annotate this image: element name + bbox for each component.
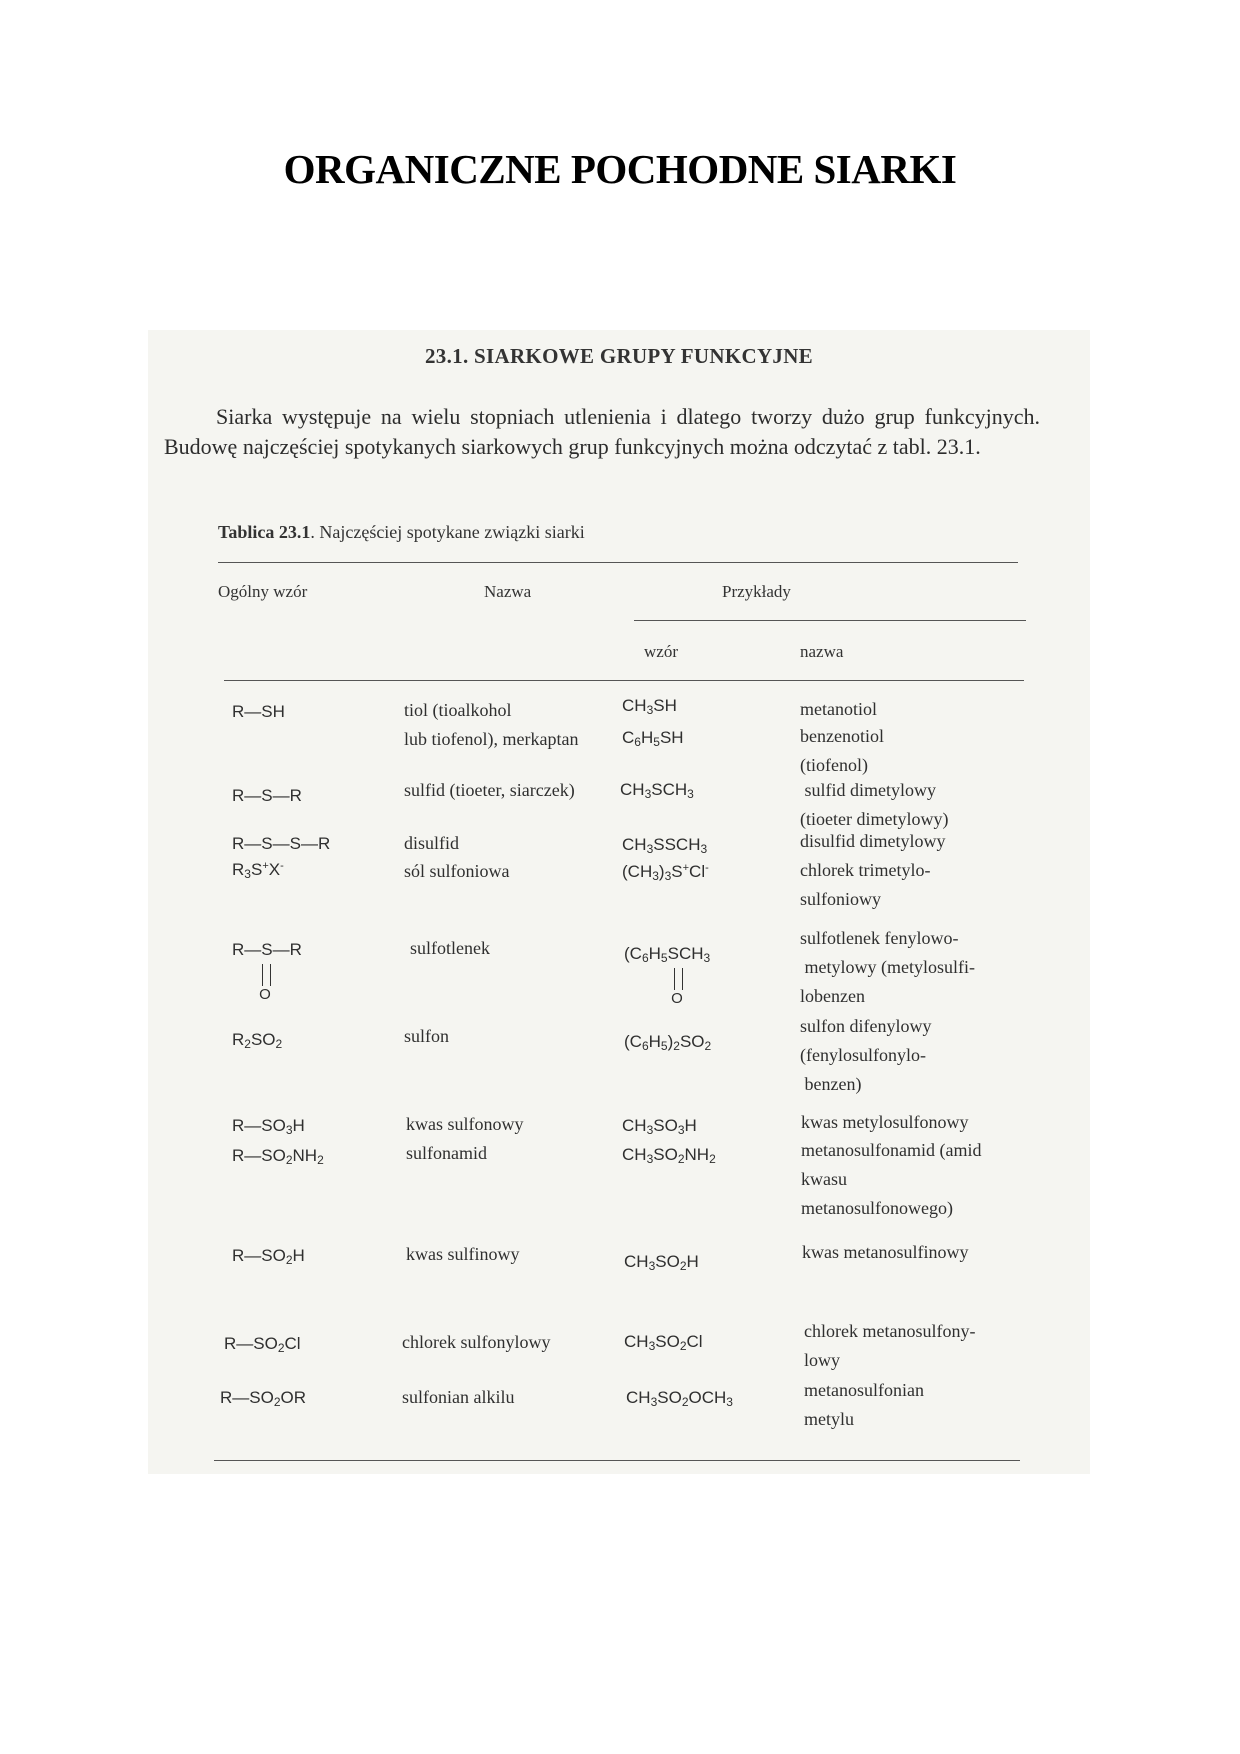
row-sulfoxide-ex-double-bond — [674, 968, 683, 990]
row-sulfonyl-chloride-name: chlorek sulfonylowy — [402, 1332, 551, 1352]
row-sulfoxide-general: R—S—R — [232, 940, 302, 959]
row-alkyl-sulfonate-name: sulfonian alkilu — [402, 1387, 515, 1407]
row-sulfonic-acid-name: kwas sulfonowy — [406, 1114, 524, 1134]
row-sulfoxide-ex-oxygen: O — [671, 990, 683, 1007]
row-sulfide-general: R—S—R — [232, 786, 302, 805]
row-sulfoxide-oxygen: O — [259, 986, 271, 1003]
examples-header-rule — [634, 620, 1026, 621]
row-sulfoxide-ex-name: sulfotlenek fenylowo- metylowy (metylosulfi- lobenzen — [800, 928, 975, 1006]
row-sulfonamide-name: sulfonamid — [406, 1143, 487, 1163]
row-sulfide-ex-name: sulfid dimetylowy (tioeter dimetylowy) — [800, 780, 949, 829]
row-thiol-ex2-name: benzenotiol (tiofenol) — [800, 726, 884, 775]
row-thiol-ex1-name: metanotiol — [800, 699, 877, 719]
header-name: Nazwa — [484, 582, 532, 601]
row-sulfonium-ex-formula: $(CH_3)_3S^+Cl^-$ — [622, 862, 709, 883]
row-sulfonyl-chloride-ex-name: chlorek metanosulfony- lowy — [804, 1321, 976, 1370]
row-sulfonamide-general: $R—SO_2NH_2$ — [232, 1146, 324, 1167]
table-caption-text: . Najczęściej spotykane związki siarki — [310, 522, 585, 542]
row-alkyl-sulfonate-ex-formula: $CH_3SO_2OCH_3$ — [626, 1388, 733, 1409]
row-sulfoxide-ex-formula: ($C_6H_5SCH_3$ — [624, 944, 711, 965]
row-sulfonyl-chloride-general: $R—SO_2Cl$ — [224, 1334, 301, 1355]
row-disulfide-name: disulfid — [404, 833, 460, 853]
table-header-rule — [224, 680, 1024, 681]
row-sulfone-name: sulfon — [404, 1026, 449, 1046]
row-sulfinic-acid-general: $R—SO_2H$ — [232, 1246, 305, 1267]
header-general-formula: Ogólny wzór — [218, 582, 308, 601]
table-caption — [218, 522, 585, 543]
row-sulfide-name: sulfid (tioeter, siarczek) — [404, 780, 575, 800]
row-sulfonium-name: sól sulfoniowa — [404, 861, 510, 881]
row-sulfinic-acid-name: kwas sulfinowy — [406, 1244, 520, 1264]
row-sulfonic-acid-ex-formula: $CH_3SO_3H$ — [622, 1116, 697, 1137]
row-thiol-name: tiol (tioalkohol — [404, 700, 512, 720]
row-sulfonium-ex-name: chlorek trimetylo- sulfoniowy — [800, 860, 931, 909]
row-sulfone-ex-name: sulfon difenylowy (fenylosulfonylo- benzen) — [800, 1016, 932, 1094]
row-sulfonium-general: $R_3S^+X^-$ — [232, 860, 284, 881]
section-heading: 23.1. SIARKOWE GRUPY FUNKCYJNE — [425, 344, 813, 368]
intro-paragraph: Siarka występuje na wielu stopniach utlenienia i dlatego tworzy dużo grup funkcyjnych. Budowę najczęściej spotykanych siarkowych grup funkcyjnych można odczytać z tabl. 23.1. — [164, 404, 1040, 459]
row-sulfoxide-name: sulfotlenek — [410, 938, 490, 958]
scanned-page-excerpt — [148, 330, 1090, 1474]
row-disulfide-ex-formula: $CH_3SSCH_3$ — [622, 835, 708, 856]
row-sulfinic-acid-ex-name: kwas metanosulfinowy — [802, 1242, 969, 1262]
page-title: ORGANICZNE POCHODNE SIARKI — [283, 146, 957, 192]
row-sulfonamide-ex-formula: $CH_3SO_2NH_2$ — [622, 1145, 716, 1166]
row-sulfone-general: $R_2SO_2$ — [232, 1030, 283, 1051]
row-thiol-general: R—SH — [232, 702, 285, 721]
row-sulfonic-acid-ex-name: kwas metylosulfonowy — [801, 1112, 969, 1132]
row-sulfide-ex-formula: $CH_3SCH_3$ — [620, 780, 694, 801]
row-thiol-name-2: lub tiofenol), merkaptan — [404, 729, 579, 749]
row-sulfoxide-double-bond — [262, 964, 271, 986]
table-bottom-rule — [214, 1460, 1020, 1461]
header-example-formula: wzór — [644, 642, 678, 661]
table-top-rule — [218, 562, 1018, 563]
row-disulfide-ex-name: disulfid dimetylowy — [800, 831, 946, 851]
row-sulfonyl-chloride-ex-formula: $CH_3SO_2Cl$ — [624, 1332, 703, 1353]
row-sulfonamide-ex-name: metanosulfonamid (amid kwasu metanosulfonowego) — [801, 1140, 982, 1218]
header-examples: Przykłady — [722, 582, 791, 601]
header-example-name: nazwa — [800, 642, 844, 661]
row-sulfonic-acid-general: $R—SO_3H$ — [232, 1116, 305, 1137]
row-alkyl-sulfonate-ex-name: metanosulfonian metylu — [804, 1380, 924, 1429]
row-disulfide-general: R—S—S—R — [232, 834, 331, 853]
row-thiol-ex2-formula: $C_6H_5SH$ — [622, 728, 684, 749]
table-caption-label: Tablica 23.1 — [218, 522, 311, 542]
row-alkyl-sulfonate-general: $R—SO_2OR$ — [220, 1388, 307, 1409]
row-thiol-ex1-formula: $CH_3SH$ — [622, 696, 677, 717]
row-sulfinic-acid-ex-formula: $CH_3SO_2H$ — [624, 1252, 699, 1273]
row-sulfone-ex-formula: $(C_6H_5)_2SO_2$ — [624, 1032, 712, 1053]
